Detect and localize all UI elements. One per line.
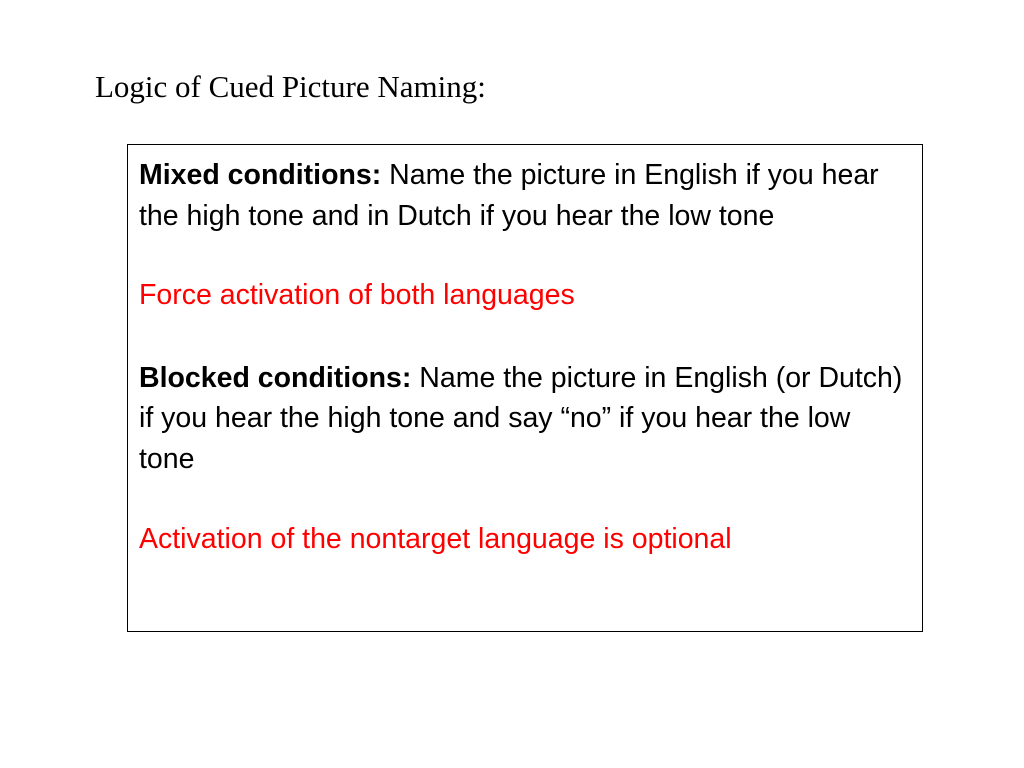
spacer bbox=[139, 316, 912, 358]
mixed-conditions-paragraph bbox=[139, 155, 912, 236]
mixed-conditions-text: Name the picture in English if you hear the high tone and in Dutch if you hear the low tone bbox=[139, 159, 879, 232]
mixed-conditions-note: Force activation of both languages bbox=[139, 279, 575, 311]
blocked-conditions-label: Blocked conditions: bbox=[139, 361, 412, 394]
spacer bbox=[139, 479, 912, 519]
blocked-conditions-paragraph bbox=[139, 358, 912, 480]
slide-title: Logic of Cued Picture Naming: bbox=[95, 69, 486, 104]
blocked-conditions-text: Name the picture in English (or Dutch) if you hear the high tone and say “no” if you hear the low tone bbox=[139, 361, 903, 475]
content-box bbox=[127, 144, 923, 632]
spacer bbox=[139, 236, 912, 275]
mixed-conditions-label: Mixed conditions: bbox=[139, 159, 382, 191]
blocked-conditions-note: Activation of the nontarget language is optional bbox=[139, 523, 732, 555]
